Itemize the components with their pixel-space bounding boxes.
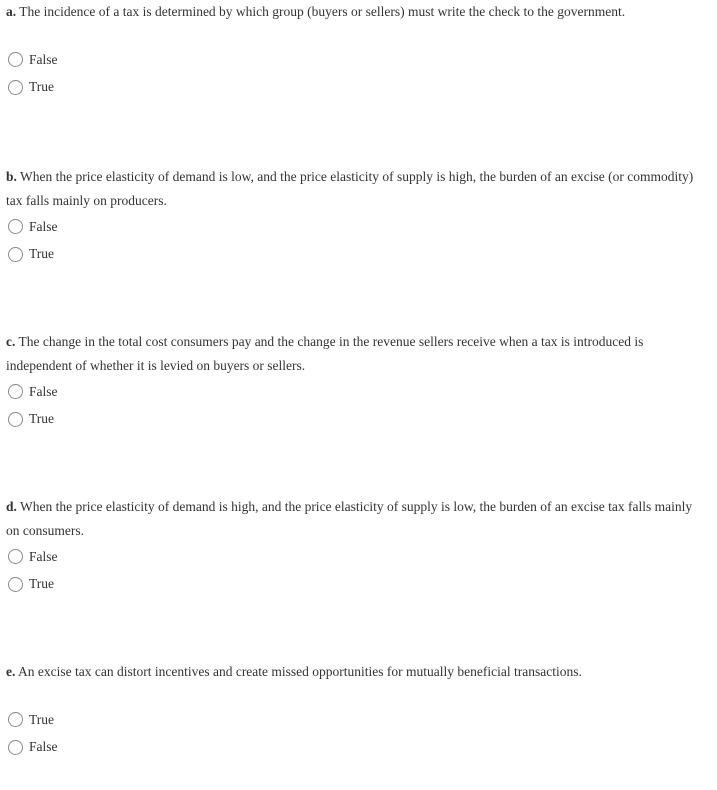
radio-button[interactable]: [8, 247, 23, 262]
radio-button[interactable]: [8, 549, 23, 564]
question-e-option-true[interactable]: [6, 706, 706, 734]
question-d: [6, 495, 706, 598]
question-e-option-false[interactable]: [6, 734, 706, 762]
question-c: [6, 330, 706, 433]
question-c-option-false[interactable]: [6, 378, 706, 406]
option-label: True: [29, 246, 55, 262]
question-a-prompt: [6, 0, 706, 24]
question-a-options: [6, 46, 706, 101]
question-c-text: The change in the total cost consumers pay and the change in the revenue sellers receive when a tax is introduced is independent of whether it is levied on buyers or sellers.: [6, 334, 644, 373]
question-c-options: [6, 378, 706, 433]
option-label: True: [29, 576, 55, 592]
option-label: False: [29, 739, 58, 755]
question-d-option-true[interactable]: [6, 571, 706, 599]
question-a-text: The incidence of a tax is determined by which group (buyers or sellers) must write the check to the government.: [19, 4, 626, 19]
question-d-label: d.: [6, 499, 17, 514]
question-b-option-false[interactable]: [6, 213, 706, 241]
question-e-options: [6, 706, 706, 761]
option-label: True: [29, 411, 55, 427]
question-b-options: [6, 213, 706, 268]
option-label: True: [29, 711, 55, 727]
question-a-label: a.: [6, 4, 17, 19]
option-label: False: [29, 548, 58, 564]
question-a-option-false[interactable]: [6, 46, 706, 74]
question-e-prompt: [6, 660, 706, 684]
option-label: False: [29, 383, 58, 399]
question-e: [6, 660, 706, 761]
question-b-option-true[interactable]: [6, 241, 706, 269]
radio-button[interactable]: [8, 712, 23, 727]
question-e-label: e.: [6, 664, 16, 679]
question-d-options: [6, 543, 706, 598]
option-label: False: [29, 218, 58, 234]
question-b-prompt: [6, 165, 706, 213]
radio-button[interactable]: [8, 384, 23, 399]
question-d-text: When the price elasticity of demand is high, and the price elasticity of supply is low, the burden of an excise tax falls mainly on consumers.: [6, 499, 693, 538]
radio-button[interactable]: [8, 80, 23, 95]
question-e-text: An excise tax can distort incentives and create missed opportunities for mutually beneficial transactions.: [18, 664, 582, 679]
radio-button[interactable]: [8, 412, 23, 427]
question-d-prompt: [6, 495, 706, 543]
radio-button[interactable]: [8, 219, 23, 234]
question-b: [6, 165, 706, 268]
option-label: True: [29, 79, 55, 95]
radio-button[interactable]: [8, 577, 23, 592]
question-b-label: b.: [6, 169, 17, 184]
radio-button[interactable]: [8, 52, 23, 67]
question-d-option-false[interactable]: [6, 543, 706, 571]
question-b-text: When the price elasticity of demand is low, and the price elasticity of supply is high, the burden of an excise (or commodity) tax falls mainly on producers.: [6, 169, 694, 208]
question-c-label: c.: [6, 334, 16, 349]
question-c-option-true[interactable]: [6, 406, 706, 434]
radio-button[interactable]: [8, 740, 23, 755]
question-a-option-true[interactable]: [6, 74, 706, 102]
question-a: [6, 0, 706, 101]
option-label: False: [29, 51, 58, 67]
question-c-prompt: [6, 330, 706, 378]
